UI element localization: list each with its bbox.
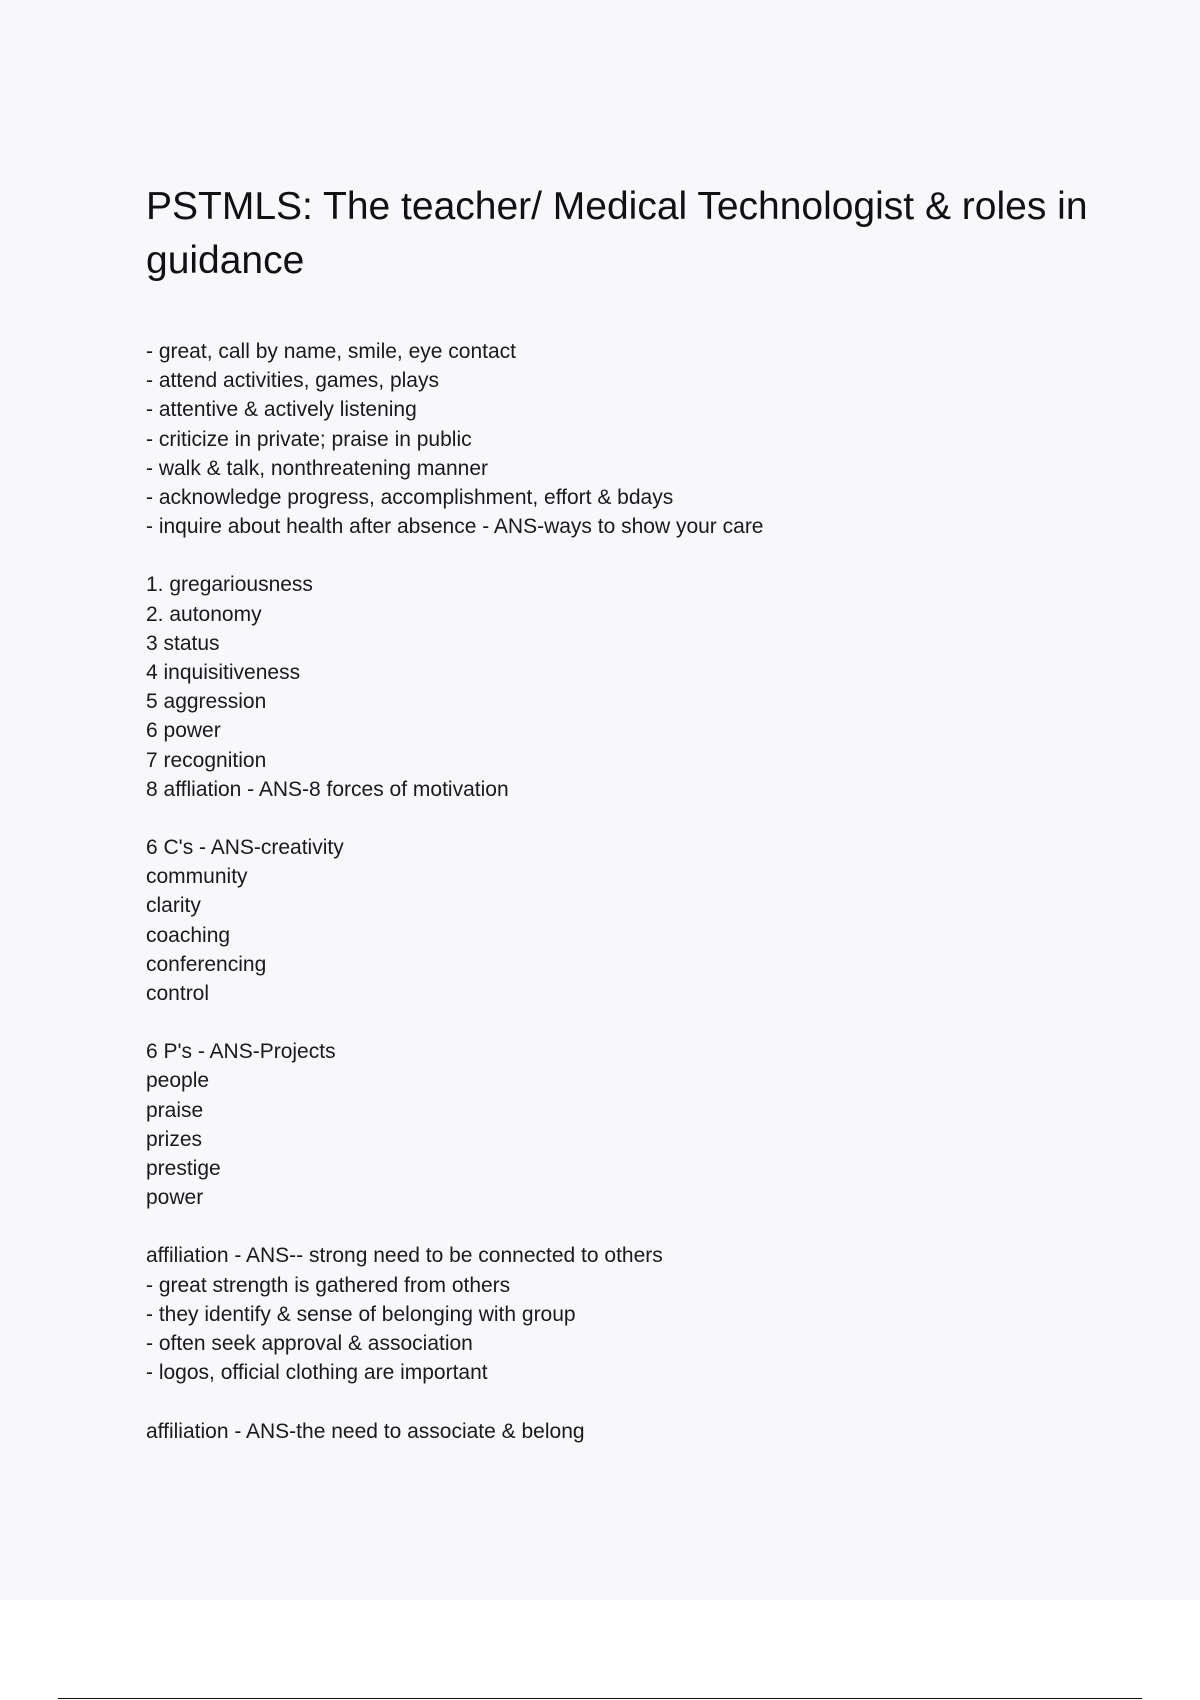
list-item: 5 aggression — [146, 690, 267, 714]
motivation-forces-block — [146, 570, 1106, 804]
text-line: - criticize in private; praise in public — [146, 427, 472, 451]
six-cs-block — [146, 833, 1106, 1008]
text-line: - inquire about health after absence - ANS-ways to show your care — [146, 515, 764, 539]
six-ps-block — [146, 1037, 1106, 1212]
list-item: 6 power — [146, 719, 221, 743]
text-line: affiliation - ANS-the need to associate & belong — [146, 1419, 585, 1443]
list-item: 7 recognition — [146, 748, 267, 772]
text-line: affiliation - ANS-- strong need to be connected to others — [146, 1244, 663, 1268]
text-line: community — [146, 865, 248, 889]
text-line: - walk & talk, nonthreatening manner — [146, 456, 489, 480]
text-line: 6 P's - ANS-Projects — [146, 1040, 336, 1064]
text-line: coaching — [146, 923, 231, 947]
text-line: control — [146, 982, 210, 1006]
text-line: prestige — [146, 1157, 221, 1181]
affiliation-definition-block — [146, 1417, 1106, 1446]
text-line: - they identify & sense of belonging with group — [146, 1302, 576, 1326]
text-line: clarity — [146, 894, 201, 918]
text-line: people — [146, 1069, 210, 1093]
text-line: - attentive & actively listening — [146, 398, 417, 422]
text-line: - great strength is gathered from others — [146, 1273, 511, 1297]
text-line: - logos, official clothing are important — [146, 1361, 488, 1385]
care-ways-block — [146, 337, 1106, 541]
text-line: 6 C's - ANS-creativity — [146, 836, 344, 860]
text-line: - attend activities, games, plays — [146, 369, 439, 393]
list-item: 1. gregariousness — [146, 573, 313, 597]
footer-divider — [58, 1698, 1142, 1699]
page-title: PSTMLS: The teacher/ Medical Technologist & roles in guidance — [146, 185, 1088, 282]
affiliation-block — [146, 1241, 1106, 1387]
document-content — [146, 180, 1106, 1446]
list-item: 8 affliation - ANS-8 forces of motivation — [146, 777, 509, 801]
text-line: - great, call by name, smile, eye contact — [146, 340, 516, 363]
text-line: conferencing — [146, 952, 267, 976]
list-item: 4 inquisitiveness — [146, 661, 301, 685]
text-line: - acknowledge progress, accomplishment, effort & bdays — [146, 486, 674, 510]
text-line: - often seek approval & association — [146, 1332, 473, 1356]
text-line: prizes — [146, 1127, 203, 1151]
list-item: 2. autonomy — [146, 602, 262, 626]
list-item: 3 status — [146, 631, 220, 655]
text-line: power — [146, 1186, 204, 1210]
text-line: praise — [146, 1098, 204, 1122]
